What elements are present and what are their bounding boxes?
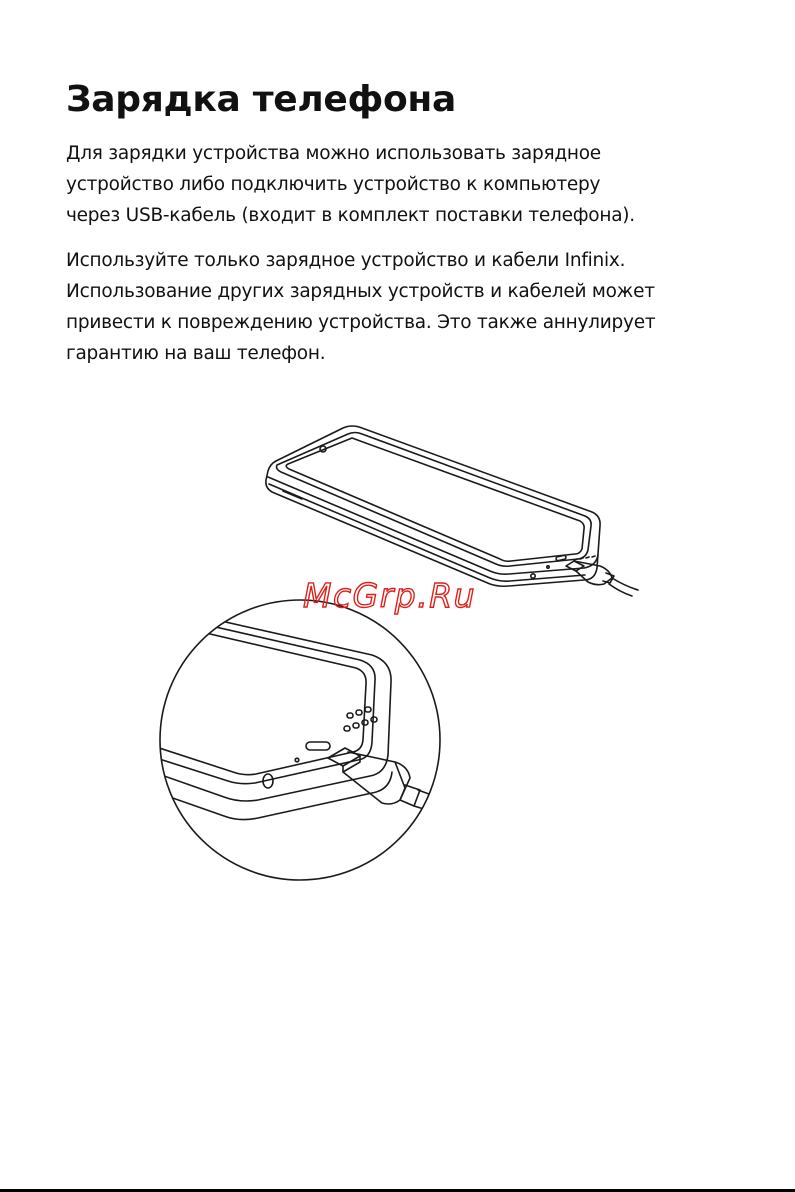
text-line: через USB-кабель (входит в комплект поставки телефона). xyxy=(66,205,635,226)
text-line: гарантию на ваш телефон. xyxy=(66,343,326,364)
warning-paragraph xyxy=(66,245,655,369)
text-line: Используйте только зарядное устройство и кабели Infinix. xyxy=(66,250,626,271)
watermark: McGrp.Ru xyxy=(303,576,477,615)
phone-charging-illustration xyxy=(150,415,670,895)
text-line: Использование других зарядных устройств и кабелей может xyxy=(66,281,655,302)
charging-paragraph xyxy=(66,138,635,231)
text-line: привести к повреждению устройства. Это также аннулирует xyxy=(66,312,656,333)
page-title: Зарядка телефона xyxy=(66,79,456,120)
text-line: устройство либо подключить устройство к компьютеру xyxy=(66,174,601,195)
phone-icon xyxy=(266,426,638,596)
text-line: Для зарядки устройства можно использовать зарядное xyxy=(66,143,601,164)
zoom-detail-icon xyxy=(150,600,450,880)
